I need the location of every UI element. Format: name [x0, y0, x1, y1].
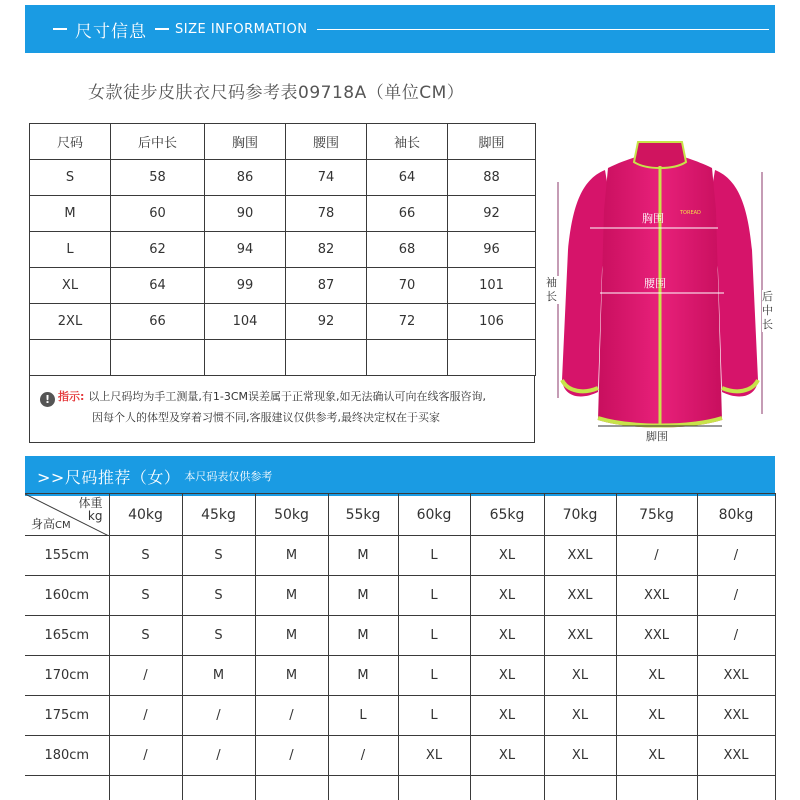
recommend-size-cell: XXL [697, 736, 775, 776]
size-empty-cell [448, 340, 536, 376]
recommend-size-cell: / [182, 696, 255, 736]
recommend-size-cell: / [697, 616, 775, 656]
banner-dash-right [155, 28, 169, 30]
size-empty-cell [286, 340, 367, 376]
size-cell: S [30, 160, 111, 196]
size-cell: 70 [367, 268, 448, 304]
size-cell: 74 [286, 160, 367, 196]
size-header-cell: 袖长 [367, 124, 448, 160]
size-cell: 92 [286, 304, 367, 340]
label-waist: 腰围 [644, 277, 666, 290]
label-chest: 胸围 [642, 212, 664, 225]
jacket-brand-mark: TOREAD [680, 210, 701, 216]
size-header-row [30, 124, 536, 160]
recommend-size-cell: S [109, 536, 182, 576]
recommend-size-cell: XXL [616, 616, 697, 656]
size-row [30, 196, 536, 232]
recommend-empty-cell [25, 776, 109, 800]
recommend-empty-cell [616, 776, 697, 800]
recommend-size-cell: XL [544, 736, 616, 776]
size-empty-cell [111, 340, 205, 376]
banner-dash-left [53, 28, 67, 30]
recommend-row [25, 536, 775, 576]
recommend-empty-cell [470, 776, 544, 800]
size-empty-cell [205, 340, 286, 376]
recommend-empty-cell [398, 776, 470, 800]
recommend-size-cell: M [255, 616, 328, 656]
recommend-size-cell: L [398, 576, 470, 616]
recommend-size-cell: S [182, 616, 255, 656]
recommend-size-cell: XL [616, 736, 697, 776]
recommend-row [25, 736, 775, 776]
recommend-size-cell: / [109, 696, 182, 736]
recommend-size-cell: XL [470, 616, 544, 656]
size-header-cell: 腰围 [286, 124, 367, 160]
size-cell: 88 [448, 160, 536, 196]
recommend-size-cell: / [697, 576, 775, 616]
recommend-size-cell: M [182, 656, 255, 696]
size-cell: 87 [286, 268, 367, 304]
size-row [30, 160, 536, 196]
recommend-size-cell: M [328, 616, 398, 656]
recommend-size-cell: XXL [544, 616, 616, 656]
size-cell: 58 [111, 160, 205, 196]
size-info-banner [25, 5, 775, 53]
size-cell: L [30, 232, 111, 268]
recommend-size-cell: XL [544, 656, 616, 696]
size-header-cell: 尺码 [30, 124, 111, 160]
size-cell: 101 [448, 268, 536, 304]
corner-weight [78, 497, 102, 523]
size-cell: 64 [111, 268, 205, 304]
recommend-size-cell: XL [470, 736, 544, 776]
recommend-title: >>尺码推荐（女） [37, 467, 181, 487]
size-cell: 106 [448, 304, 536, 340]
corner-height [31, 515, 71, 532]
size-cell: 92 [448, 196, 536, 232]
recommend-size-cell: M [328, 576, 398, 616]
recommend-size-cell: XL [616, 696, 697, 736]
size-header-cell: 后中长 [111, 124, 205, 160]
recommend-size-cell: / [255, 696, 328, 736]
size-cell: 104 [205, 304, 286, 340]
recommend-size-cell: L [398, 696, 470, 736]
size-chart-title: 女款徒步皮肤衣尺码参考表09718A（单位CM） [88, 83, 465, 103]
weight-header-cell: 80kg [697, 494, 775, 536]
size-cell: 2XL [30, 304, 111, 340]
jacket-diagram [540, 130, 780, 450]
recommend-subtitle: 本尺码表仅供参考 [184, 470, 273, 483]
size-cell: 72 [367, 304, 448, 340]
weight-header-cell: 75kg [616, 494, 697, 536]
recommend-empty-cell [182, 776, 255, 800]
size-cell: 96 [448, 232, 536, 268]
recommend-size-cell: M [328, 656, 398, 696]
recommend-size-cell: XL [470, 576, 544, 616]
size-chart-body [30, 124, 536, 376]
weight-header-cell: 55kg [328, 494, 398, 536]
height-cell: 160cm [25, 576, 109, 616]
recommend-size-cell: S [109, 616, 182, 656]
recommend-row [25, 616, 775, 656]
corner-weight-unit: kg [87, 509, 103, 523]
recommend-size-cell: XXL [544, 576, 616, 616]
size-cell: 66 [367, 196, 448, 232]
size-cell: 62 [111, 232, 205, 268]
recommend-size-cell: M [255, 656, 328, 696]
corner-height-label: 身高 [31, 517, 56, 531]
recommend-size-cell: XL [470, 696, 544, 736]
size-cell: 60 [111, 196, 205, 232]
size-cell: 66 [111, 304, 205, 340]
height-cell: 170cm [25, 656, 109, 696]
height-cell: 165cm [25, 616, 109, 656]
size-cell: 90 [205, 196, 286, 232]
size-row [30, 304, 536, 340]
recommend-empty-cell [109, 776, 182, 800]
recommend-empty-row [25, 776, 775, 800]
size-header-cell: 脚围 [448, 124, 536, 160]
info-icon: ! [40, 392, 55, 407]
recommend-size-cell: / [109, 736, 182, 776]
corner-height-unit: CM [55, 520, 71, 531]
size-recommend-banner [25, 456, 775, 496]
recommend-size-cell: XL [544, 696, 616, 736]
size-cell: 82 [286, 232, 367, 268]
weight-header-cell: 60kg [398, 494, 470, 536]
label-sleeve: 袖长 [546, 276, 560, 304]
recommend-size-cell: / [616, 536, 697, 576]
recommend-size-cell: XL [616, 656, 697, 696]
recommend-size-cell: S [109, 576, 182, 616]
jacket-collar [634, 142, 686, 168]
recommend-size-cell: L [398, 616, 470, 656]
recommend-size-cell: XL [470, 656, 544, 696]
recommend-empty-cell [544, 776, 616, 800]
recommend-size-cell: S [182, 576, 255, 616]
recommend-size-cell: / [109, 656, 182, 696]
size-empty-cell [367, 340, 448, 376]
recommend-row [25, 576, 775, 616]
recommend-size-cell: XL [470, 536, 544, 576]
recommend-size-cell: L [398, 536, 470, 576]
weight-header-cell: 70kg [544, 494, 616, 536]
recommend-empty-cell [697, 776, 775, 800]
size-cell: 64 [367, 160, 448, 196]
size-cell: 86 [205, 160, 286, 196]
recommend-size-cell: / [255, 736, 328, 776]
weight-header-cell: 40kg [109, 494, 182, 536]
recommend-size-cell: M [255, 536, 328, 576]
recommend-size-cell: S [182, 536, 255, 576]
recommend-header-row [25, 494, 775, 536]
recommend-size-cell: XXL [697, 656, 775, 696]
height-cell: 175cm [25, 696, 109, 736]
height-cell: 155cm [25, 536, 109, 576]
recommend-size-cell: / [328, 736, 398, 776]
recommend-size-cell: XXL [544, 536, 616, 576]
size-cell: XL [30, 268, 111, 304]
size-cell: 78 [286, 196, 367, 232]
recommend-row [25, 656, 775, 696]
label-hem: 脚围 [646, 430, 668, 443]
recommend-row [25, 696, 775, 736]
recommend-size-cell: L [328, 696, 398, 736]
size-cell: 99 [205, 268, 286, 304]
corner-weight-label: 体重 [78, 496, 103, 510]
recommend-size-cell: XL [398, 736, 470, 776]
size-header-cell: 胸围 [205, 124, 286, 160]
size-recommend-body [25, 494, 775, 800]
recommend-empty-cell [328, 776, 398, 800]
corner-cell [25, 494, 109, 536]
weight-header-cell: 45kg [182, 494, 255, 536]
recommend-size-cell: L [398, 656, 470, 696]
banner-title-cn: 尺寸信息 [75, 21, 147, 42]
size-cell: 94 [205, 232, 286, 268]
size-cell: M [30, 196, 111, 232]
note-line-2: 因每个人的体型及穿着习惯不同,客服建议仅供参考,最终决定权在于买家 [92, 411, 440, 424]
height-cell: 180cm [25, 736, 109, 776]
recommend-size-cell: M [255, 576, 328, 616]
note-label: 指示: [58, 390, 85, 403]
banner-title-en: SIZE INFORMATION [175, 21, 308, 37]
recommend-size-cell: XXL [616, 576, 697, 616]
note-line-1: 以上尺码均为手工测量,有1-3CM误差属于正常现象,如无法确认可向在线客服咨询, [88, 390, 487, 403]
recommend-size-cell: / [182, 736, 255, 776]
size-note [29, 376, 535, 443]
recommend-empty-cell [255, 776, 328, 800]
recommend-size-cell: / [697, 536, 775, 576]
weight-header-cell: 50kg [255, 494, 328, 536]
recommend-size-cell: XXL [697, 696, 775, 736]
recommend-size-cell: M [328, 536, 398, 576]
size-recommend-table [25, 493, 776, 800]
size-chart-table [29, 123, 536, 376]
size-cell: 68 [367, 232, 448, 268]
size-row [30, 232, 536, 268]
label-back-length: 后中长 [762, 290, 776, 332]
size-row [30, 268, 536, 304]
weight-header-cell: 65kg [470, 494, 544, 536]
banner-rule [317, 29, 769, 30]
size-empty-row [30, 340, 536, 376]
size-empty-cell [30, 340, 111, 376]
